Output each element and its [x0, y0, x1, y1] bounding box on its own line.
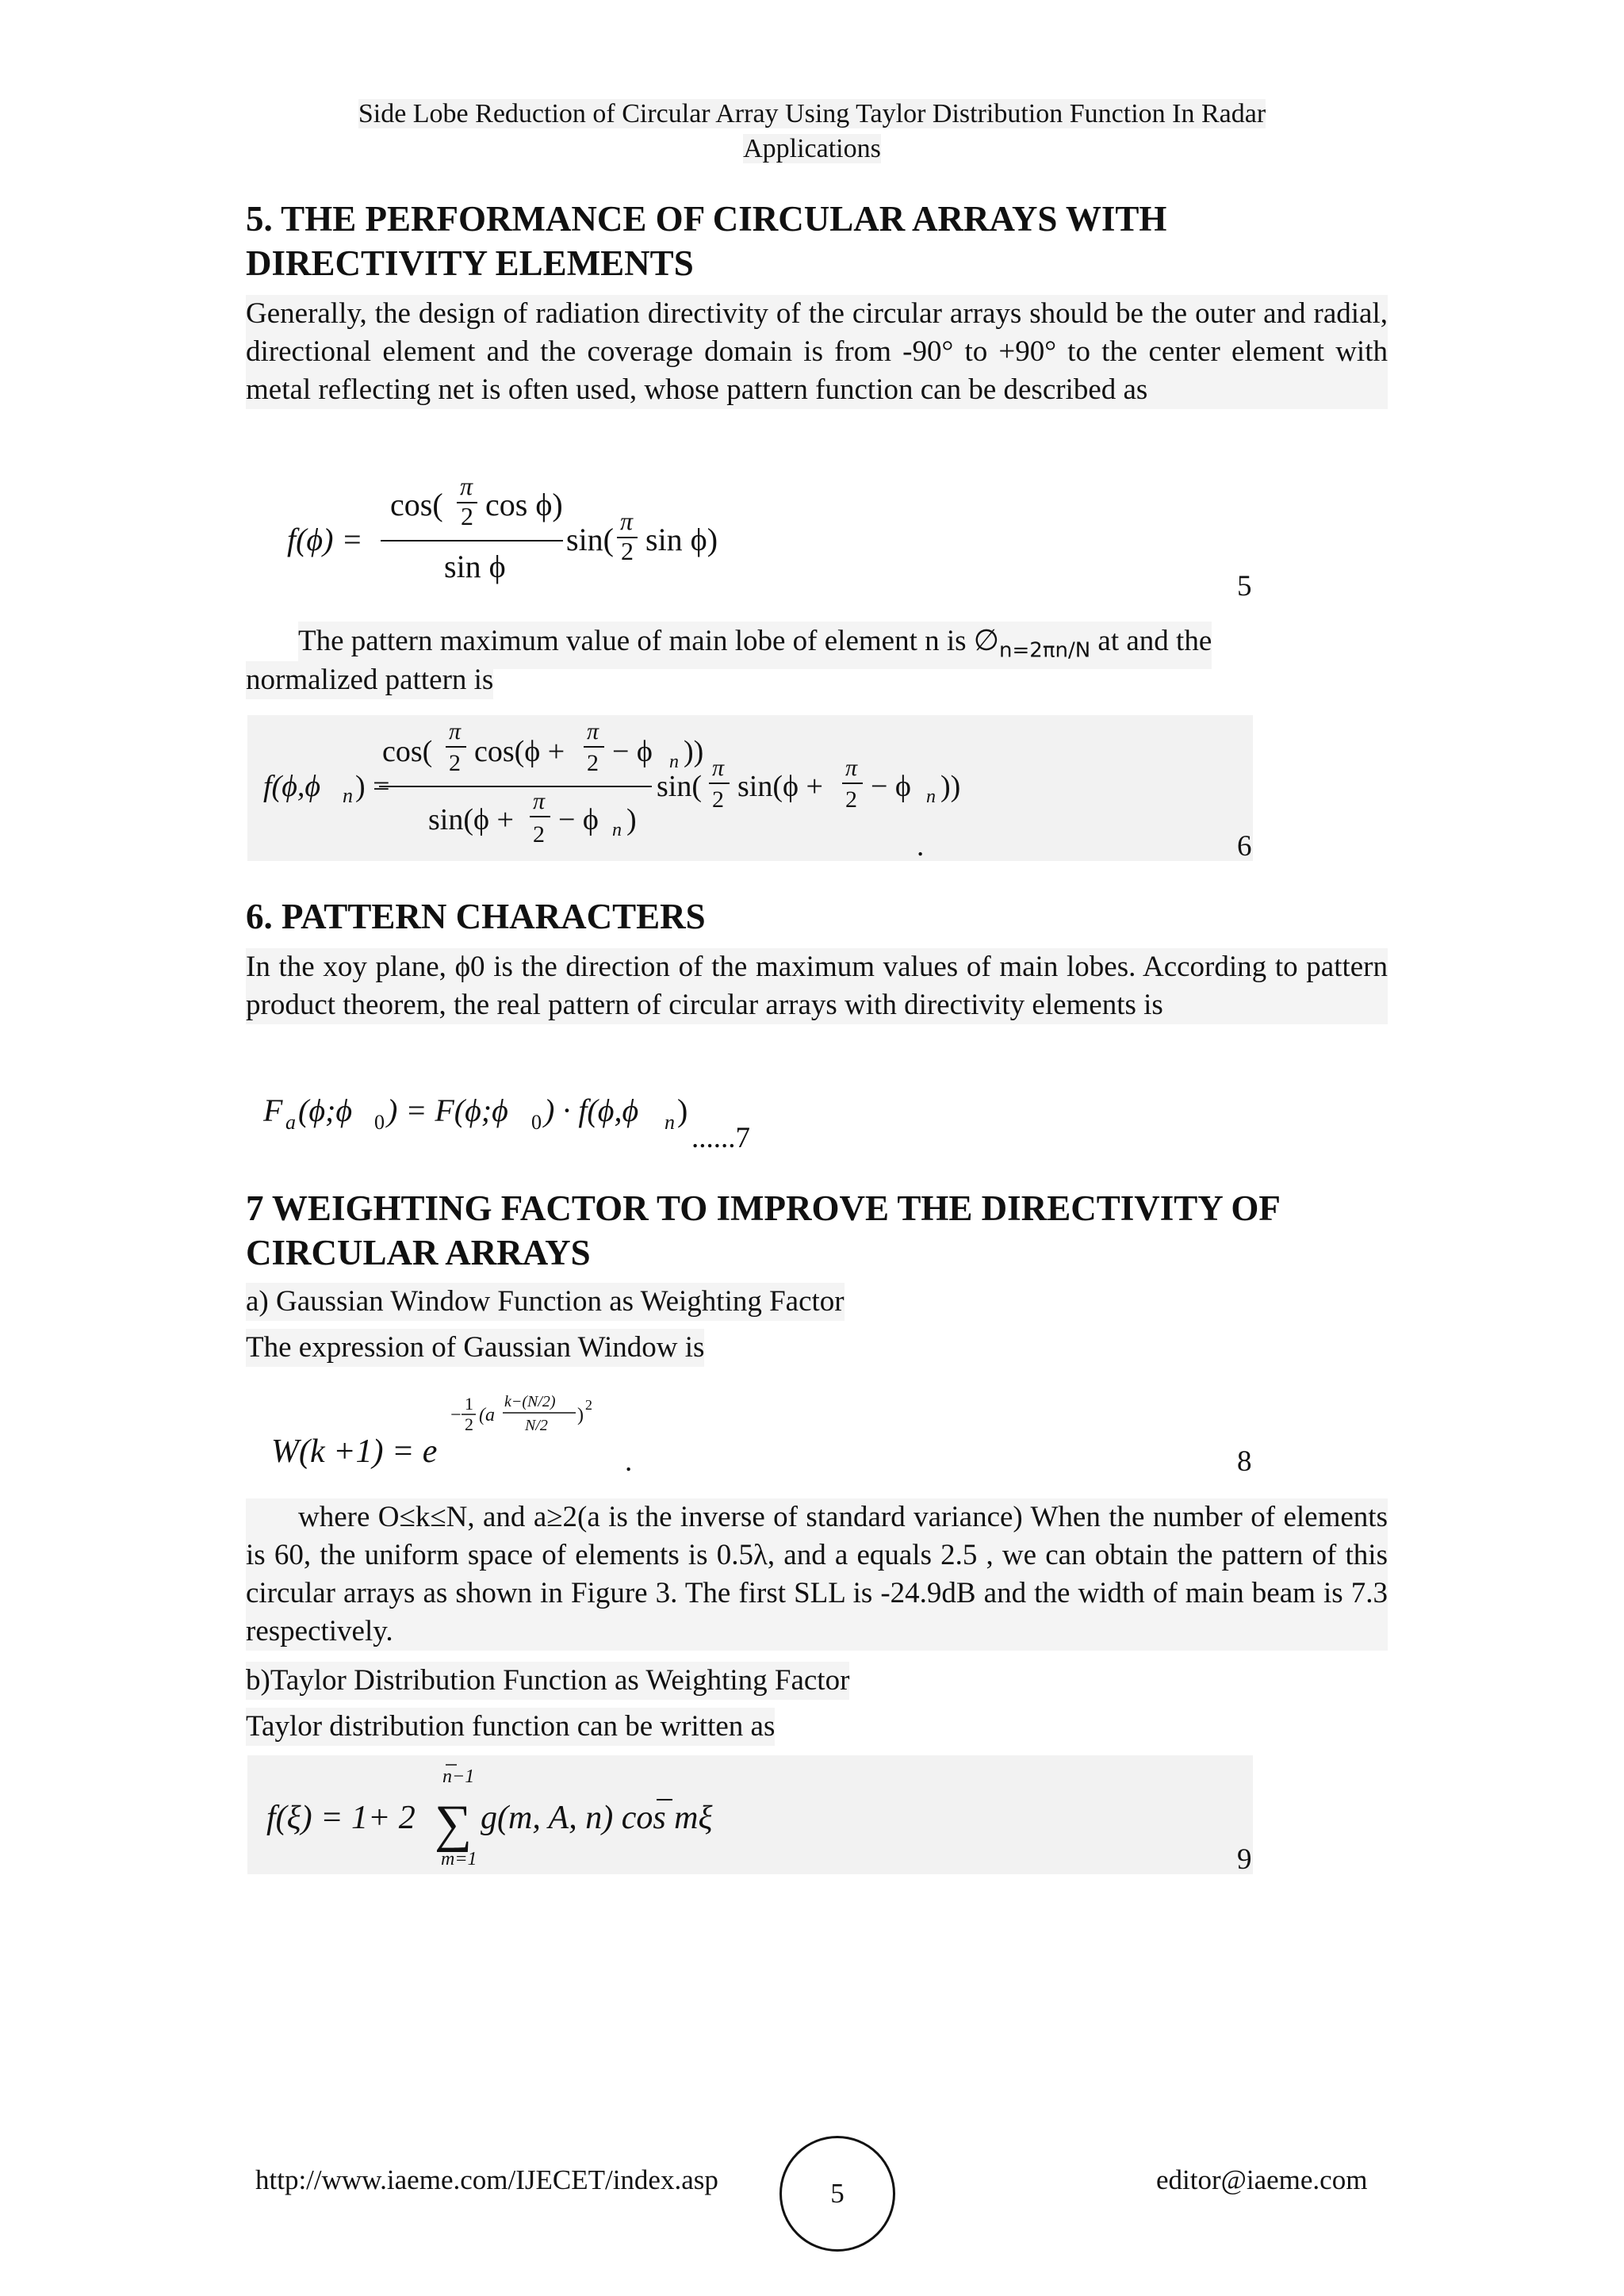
- eq7-zero: 0: [374, 1111, 385, 1134]
- equation-7-number: ......7: [691, 1122, 750, 1154]
- eq8-exp-num: k−(N/2): [504, 1393, 556, 1410]
- eq6-tail-d: )): [940, 770, 961, 803]
- eq6-den-a: sin(ϕ +: [428, 803, 514, 836]
- eq6-tail-pi: π: [712, 755, 725, 781]
- equation-9: [247, 1755, 1253, 1874]
- section7-heading: [246, 1186, 1396, 1275]
- eq6-num-n: n: [669, 752, 679, 772]
- running-title-line1: Side Lobe Reduction of Circular Array Using Taylor Distribution Function In Radar: [358, 99, 1266, 128]
- eq6-den-n: n: [612, 820, 622, 840]
- section6-paragraph: In the xoy plane, ϕ0 is the direction of the maximum values of main lobes. According to pattern product theorem, the real pattern of circular arrays with directivity elements is: [246, 948, 1388, 1024]
- eq5-numerator: cos(: [390, 487, 443, 522]
- eq9-body: g(m, A, n) cos mξ: [481, 1800, 713, 1836]
- section5-heading: [246, 197, 1396, 285]
- eq7-end: ): [677, 1093, 688, 1128]
- section7-taylor-intro: Taylor distribution function can be written as: [246, 1708, 775, 1746]
- after-eq5-phi-subscript: n=2πn/N: [999, 638, 1091, 663]
- eq9-lhs: f(ξ) = 1+ 2: [266, 1800, 416, 1836]
- equation-7-graphic: [255, 1083, 699, 1146]
- eq5-tail-b: sin ϕ): [645, 522, 718, 557]
- eq6-num-d: )): [684, 735, 704, 768]
- eq9-lower-limit: m=1: [441, 1849, 477, 1869]
- equation-8-number: 8: [1237, 1445, 1252, 1478]
- eq7-zero-2: 0: [531, 1111, 542, 1134]
- footer-url[interactable]: http://www.iaeme.com/IJECET/index.asp: [255, 2164, 718, 2195]
- eq7-dot: ) · f(ϕ,ϕ: [544, 1093, 639, 1128]
- eq6-tail-n: n: [926, 786, 936, 807]
- eq6-num-two-2: 2: [587, 750, 599, 776]
- eq6-tail-pi-2: π: [845, 755, 858, 781]
- eq6-den-b: − ϕ: [558, 803, 599, 836]
- eq6-lhs-sub: n: [343, 784, 353, 807]
- eq6-num-c: − ϕ: [612, 735, 653, 768]
- eq8-exp-paren: (a: [479, 1405, 495, 1425]
- eq6-tail-two-2: 2: [845, 786, 857, 813]
- eq8-exp-sign: −: [450, 1405, 462, 1425]
- eq5-pi-2: π: [620, 507, 634, 535]
- eq5-pi: π: [460, 473, 473, 500]
- running-title-line2: Applications: [743, 134, 881, 163]
- eq6-tail-two: 2: [712, 786, 724, 813]
- section5-paragraph: Generally, the design of radiation directivity of the circular arrays should be the outer and radial, directional element and the coverage domain is from -90° to +90° to the center element with metal reflecting net is often used, whose pattern function can be described as: [246, 295, 1388, 409]
- eq8-exp-two: 2: [465, 1414, 473, 1434]
- eq6-den-two: 2: [533, 821, 545, 848]
- eq6-tail-a: sin(: [657, 770, 702, 803]
- eq8-exp-one: 1: [465, 1394, 473, 1414]
- eq6-num-a: cos(: [382, 735, 433, 768]
- equation-5-number: 5: [1237, 570, 1252, 603]
- eq8-exp-square: 2: [585, 1397, 592, 1413]
- page-number: [779, 2136, 895, 2252]
- equation-5: [287, 473, 731, 598]
- section5-heading-line2: DIRECTIVITY ELEMENTS: [246, 243, 694, 283]
- footer-email[interactable]: editor@iaeme.com: [1156, 2164, 1368, 2195]
- eq8-lhs: W(k +1) = e: [271, 1433, 438, 1470]
- equation-5-graphic: [287, 473, 731, 598]
- eq6-lhs-end: ) =: [355, 770, 390, 803]
- after-eq5-text: The pattern maximum value of main lobe of element n is: [298, 625, 974, 657]
- eq9-upper-limit: n−1: [442, 1766, 475, 1787]
- eq6-lhs: f(ϕ,ϕ: [263, 770, 321, 803]
- equation-6-number: 6: [1237, 830, 1252, 863]
- section5-after-eq5-line2: normalized pattern is: [246, 661, 493, 699]
- eq7-F: F: [263, 1093, 283, 1128]
- after-eq5-phi-symbol: ∅: [973, 623, 1000, 657]
- eq6-num-pi: π: [449, 718, 462, 744]
- eq6-tail-c: − ϕ: [871, 770, 911, 803]
- section7-heading-line2: CIRCULAR ARRAYS: [246, 1233, 591, 1272]
- equation-6: [247, 715, 1253, 861]
- eq7-n: n: [665, 1111, 675, 1134]
- eq6-den-pi: π: [533, 788, 546, 814]
- eq6-tail-b: sin(ϕ +: [737, 770, 823, 803]
- equation-7: [255, 1083, 699, 1146]
- section7-gaussian-paragraph: where O≤k≤N, and a≥2(a is the inverse of standard variance) When the number of elements is 60, the uniform space of elements is 0.5λ, and a equals 2.5 , we can obtain the pattern of this circular arrays as shown in Figure 3. The first SLL is -24.9dB and the width of main beam is 7.3 respectively.: [246, 1498, 1388, 1651]
- eq5-lhs: f(ϕ) =: [287, 522, 363, 557]
- eq8-exp-close: ): [577, 1405, 584, 1425]
- eq6-den-c: ): [626, 803, 637, 836]
- after-eq5-text-b: at and the: [1090, 625, 1212, 657]
- equation-8-dot: .: [625, 1445, 633, 1478]
- section7-heading-line1: 7 WEIGHTING FACTOR TO IMPROVE THE DIRECTIVITY OF: [246, 1188, 1281, 1228]
- section7-subheading-b: b)Taylor Distribution Function as Weighting Factor: [246, 1662, 849, 1700]
- eq5-denominator: sin ϕ: [444, 549, 506, 584]
- equation-8-graphic: [266, 1389, 631, 1476]
- eq5-two-2: 2: [621, 537, 634, 565]
- equation-9-number: 9: [1237, 1843, 1252, 1876]
- eq5-two: 2: [461, 502, 473, 530]
- eq7-mid: (ϕ;ϕ: [298, 1093, 353, 1128]
- section7-gaussian-intro: The expression of Gaussian Window is: [246, 1329, 704, 1367]
- equation-9-graphic: [247, 1755, 771, 1874]
- equation-6-dot: .: [917, 830, 925, 863]
- eq7-a: a: [285, 1111, 296, 1134]
- equation-8: [266, 1389, 631, 1476]
- running-header: [0, 97, 1624, 166]
- section7-subheading-a: a) Gaussian Window Function as Weighting Factor: [246, 1283, 845, 1321]
- eq7-eq: ) = F(ϕ;ϕ: [387, 1093, 508, 1128]
- section6-heading: 6. PATTERN CHARACTERS: [246, 897, 706, 936]
- eq6-num-pi-2: π: [587, 718, 599, 744]
- eq6-num-two: 2: [449, 750, 461, 776]
- page-number-text: 5: [830, 2178, 845, 2209]
- section5-heading-line1: 5. THE PERFORMANCE OF CIRCULAR ARRAYS WITH: [246, 199, 1167, 239]
- eq5-tail-a: sin(: [566, 522, 614, 557]
- eq6-num-b: cos(ϕ +: [474, 735, 565, 768]
- eq5-numerator-b: cos ϕ): [485, 487, 563, 522]
- eq9-sum-symbol: ∑: [435, 1795, 473, 1853]
- eq8-exp-den: N/2: [525, 1417, 548, 1434]
